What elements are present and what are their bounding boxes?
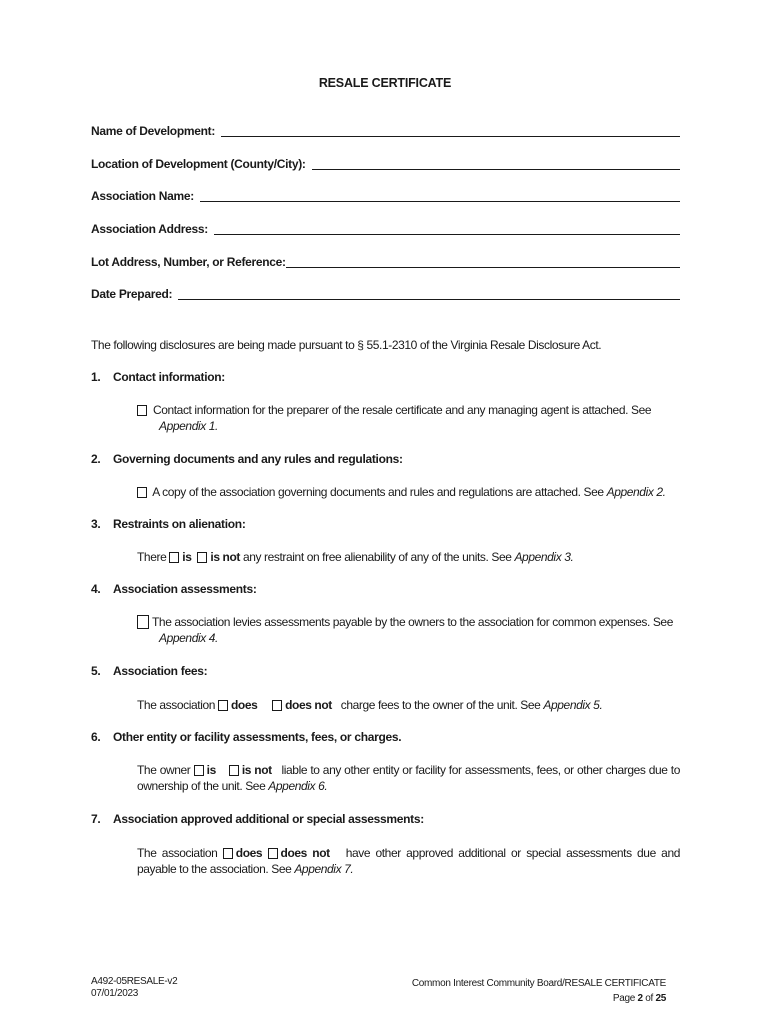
association-name-field[interactable] xyxy=(91,189,680,203)
blank-line[interactable] xyxy=(286,255,680,268)
section-heading-6: 6. Other entity or facility assessments, fees, or charges. xyxy=(91,730,402,744)
board-title: Common Interest Community Board/RESALE CERTIFICATE xyxy=(411,978,666,989)
owner-is-checkbox[interactable] xyxy=(194,765,204,776)
blank-line[interactable] xyxy=(312,157,680,170)
blank-line[interactable] xyxy=(221,124,680,137)
section-heading-2: 2. Governing documents and any rules and regulations: xyxy=(91,452,403,466)
section-1-item: Contact information for the preparer of the resale certificate and any managing agent is attached. See Appendix 1. xyxy=(137,402,680,434)
page-title: RESALE CERTIFICATE xyxy=(318,76,452,90)
field-label: Lot Address, Number, or Reference: xyxy=(91,255,286,269)
field-label: Date Prepared: xyxy=(91,287,173,301)
blank-line[interactable] xyxy=(214,222,680,235)
footer-form-info xyxy=(91,976,177,1000)
fees-does-checkbox[interactable] xyxy=(218,700,228,711)
footer-page-info xyxy=(412,976,666,1006)
lot-address-field[interactable] xyxy=(91,255,680,269)
field-label: Association Name: xyxy=(91,189,194,203)
special-does-not-checkbox[interactable] xyxy=(268,848,278,859)
location-of-development-field[interactable] xyxy=(91,157,680,171)
governing-docs-checkbox[interactable] xyxy=(137,487,147,498)
restraint-is-checkbox[interactable] xyxy=(169,552,179,563)
section-heading-5: 5. Association fees: xyxy=(91,664,208,678)
field-label: Location of Development (County/City): xyxy=(91,157,306,171)
section-6-item: The owner is is not liable to any other entity or facility for assessments, fees, or other charges due to ownership of the unit. See Appendix 6. xyxy=(137,763,680,793)
section-3-item: There is is not any restraint on free alienability of any of the units. See Appendix 3. xyxy=(137,550,574,564)
section-heading-7: 7. Association approved additional or special assessments: xyxy=(91,812,424,826)
owner-is-not-checkbox[interactable] xyxy=(229,765,239,776)
special-does-checkbox[interactable] xyxy=(223,848,233,859)
section-heading-3: 3. Restraints on alienation: xyxy=(91,517,246,531)
section-2-item: A copy of the association governing documents and rules and regulations are attached. See Appendix 2. xyxy=(137,484,680,500)
section-heading-4: 4. Association assessments: xyxy=(91,582,257,596)
date-prepared-field[interactable] xyxy=(91,287,680,301)
restraint-is-not-checkbox[interactable] xyxy=(197,552,207,563)
assessments-checkbox[interactable] xyxy=(137,615,149,629)
section-4-item: The association levies assessments payable by the owners to the association for common expenses. See Appendix 4. xyxy=(137,614,680,646)
section-heading-1: 1. Contact information: xyxy=(91,370,225,384)
field-label: Name of Development: xyxy=(91,124,216,138)
form-date: 07/01/2023 xyxy=(91,988,139,999)
association-address-field[interactable] xyxy=(91,222,680,236)
field-label: Association Address: xyxy=(91,222,208,236)
form-code: A492-05RESALE-v2 xyxy=(91,976,178,987)
fees-does-not-checkbox[interactable] xyxy=(272,700,282,711)
intro-text: The following disclosures are being made pursuant to § 55.1-2310 of the Virginia Resale Disclosure Act. xyxy=(91,338,602,352)
section-5-item: The association does does not charge fees to the owner of the unit. See Appendix 5. xyxy=(137,698,603,712)
blank-line[interactable] xyxy=(200,189,680,202)
name-of-development-field[interactable] xyxy=(91,124,680,138)
contact-info-checkbox[interactable] xyxy=(137,405,147,416)
blank-line[interactable] xyxy=(178,287,680,300)
section-7-item: The association does does not have other approved additional or special assessments due and payable to the association. See Appendix 7. xyxy=(137,846,680,876)
page-number: Page 2 of 25 xyxy=(612,993,666,1004)
